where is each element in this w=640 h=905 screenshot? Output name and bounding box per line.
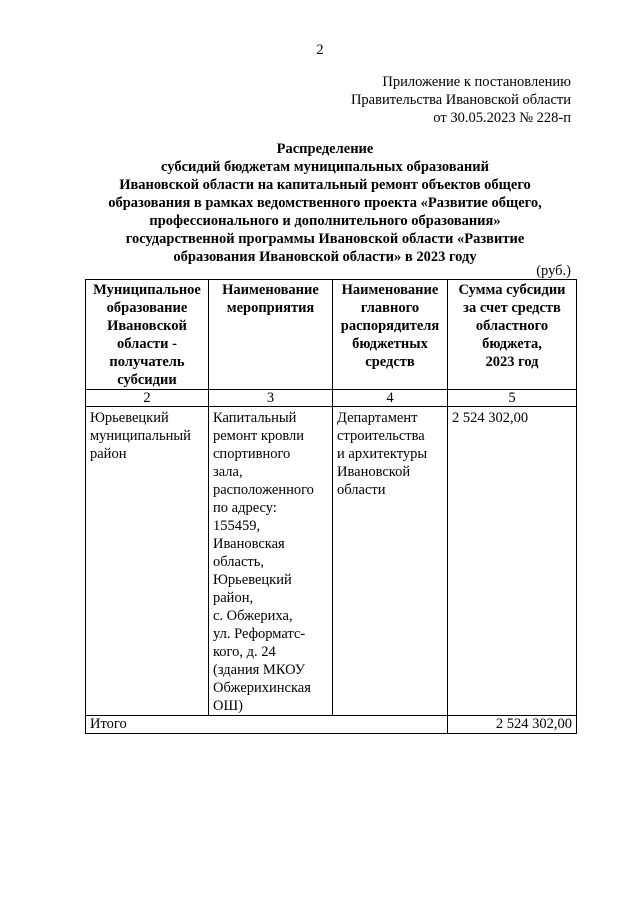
- header-text: 2023 год: [485, 354, 539, 370]
- column-number-row: [86, 390, 577, 407]
- column-number: 3: [209, 390, 333, 407]
- header-distributor: [333, 280, 448, 390]
- cell-text: 155459,: [213, 518, 261, 534]
- cell-text: муниципальный: [90, 428, 191, 444]
- currency-unit: (руб.): [536, 263, 571, 279]
- header-text: Наименование: [222, 282, 319, 298]
- cell-text: Департамент: [337, 410, 418, 426]
- cell-text: Ивановской: [337, 464, 411, 480]
- cell-text: район: [90, 446, 127, 462]
- header-text: Ивановской: [107, 318, 187, 334]
- municipality-cell: [86, 407, 209, 716]
- cell-text: Капитальный: [213, 410, 297, 426]
- subsidy-table: [85, 279, 577, 734]
- header-text: главного: [360, 300, 420, 316]
- activity-cell: [209, 407, 333, 716]
- cell-text: ул. Реформатс-: [213, 626, 306, 642]
- document-title: [75, 140, 575, 266]
- table-row: [86, 407, 577, 716]
- header-text: средств: [365, 354, 415, 370]
- title-line: образования в рамках ведомственного проекта «Развитие общего,: [108, 195, 542, 211]
- header-text: распорядителя: [340, 318, 440, 334]
- header-activity: [209, 280, 333, 390]
- amount-cell: 2 524 302,00: [448, 407, 577, 716]
- cell-text: Юрьевецкий: [213, 572, 292, 588]
- header-text: области -: [117, 336, 177, 352]
- header-amount: [448, 280, 577, 390]
- appendix-line: от 30.05.2023 № 228-п: [433, 110, 571, 126]
- cell-text: области: [337, 482, 386, 498]
- title-line: субсидий бюджетам муниципальных образований: [161, 159, 489, 175]
- cell-text: Юрьевецкий: [90, 410, 169, 426]
- header-text: областного: [475, 318, 549, 334]
- cell-text: строительства: [337, 428, 425, 444]
- header-text: Муниципальное: [93, 282, 201, 298]
- cell-text: ремонт кровли: [213, 428, 305, 444]
- header-text: за счет средств: [463, 300, 561, 316]
- title-line: профессионального и дополнительного образования»: [149, 213, 501, 229]
- cell-text: (здания МКОУ: [213, 662, 306, 678]
- total-row: [86, 716, 577, 734]
- total-label: Итого: [86, 716, 448, 734]
- title-line: образования Ивановской области» в 2023 году: [173, 249, 477, 265]
- total-value: 2 524 302,00: [448, 716, 577, 734]
- cell-text: кого, д. 24: [213, 644, 276, 660]
- appendix-line: Правительства Ивановской области: [350, 92, 571, 108]
- header-text: Сумма субсидии: [458, 282, 566, 298]
- title-line: Ивановской области на капитальный ремонт объектов общего: [119, 177, 531, 193]
- distributor-cell: [333, 407, 448, 716]
- cell-text: ОШ): [213, 698, 243, 714]
- header-text: образование: [106, 300, 188, 316]
- column-number: 5: [448, 390, 577, 407]
- cell-text: Обжерихинская: [213, 680, 311, 696]
- cell-text: расположенного: [213, 482, 314, 498]
- cell-text: спортивного: [213, 446, 291, 462]
- header-text: получатель: [109, 354, 185, 370]
- cell-text: и архитектуры: [337, 446, 428, 462]
- header-text: бюджетных: [352, 336, 428, 352]
- header-text: субсидии: [117, 372, 177, 388]
- cell-text: по адресу:: [213, 500, 277, 516]
- column-number: 2: [86, 390, 209, 407]
- header-row: [86, 280, 577, 390]
- cell-text: область,: [213, 554, 264, 570]
- title-line: Распределение: [276, 141, 374, 157]
- column-number: 4: [333, 390, 448, 407]
- cell-text: зала,: [213, 464, 243, 480]
- header-text: бюджета,: [482, 336, 542, 352]
- cell-text: Ивановская: [213, 536, 285, 552]
- page-number: 2: [316, 42, 324, 58]
- appendix-line: Приложение к постановлению: [382, 74, 571, 90]
- cell-text: с. Обжериха,: [213, 608, 293, 624]
- appendix-note: [351, 73, 571, 127]
- header-municipality: [86, 280, 209, 390]
- cell-text: район,: [213, 590, 254, 606]
- header-text: мероприятия: [226, 300, 315, 316]
- header-text: Наименование: [341, 282, 439, 298]
- title-line: государственной программы Ивановской области «Развитие: [125, 231, 525, 247]
